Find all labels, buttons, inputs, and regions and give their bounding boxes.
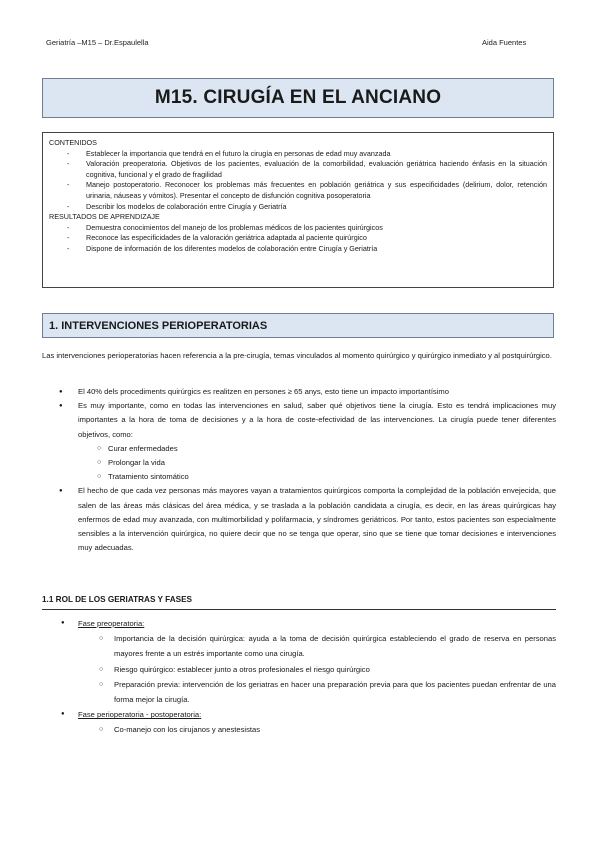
section-heading: 1. INTERVENCIONES PERIOPERATORIAS [49, 319, 268, 332]
phase-item: ○ Preparación previa: intervención de los geriatras en hacer una preparación previa para que los pacientes puedan enfrentar de una forma mejor la cirugía. [42, 677, 556, 707]
phase-item: ○ Importancia de la decisión quirúrgica: ayuda a la toma de decisión quirúrgica estableciendo el grado de reserva en personas mayores frente a un estrés importante como una cirugía. [42, 631, 556, 661]
results-heading: RESULTADOS DE APRENDIZAJE [49, 212, 160, 222]
phase-item: ○ Riesgo quirúrgico: establecer junto a otros profesionales el riesgo quirúrgico [42, 662, 556, 677]
phase-label: ● Fase preoperatoria: [42, 616, 556, 631]
contents-item: - Establecer la importancia que tendrá en el futuro la cirugía en personas de edad muy avanzada [49, 149, 547, 160]
title-box [42, 78, 554, 118]
bullet-item: ● El 40% dels procediments quirúrgics es realitzen en persones ≥ 65 anys, esto tiene un impacto importantísimo [42, 385, 556, 399]
objective-item: ○ Prolongar la vida [42, 456, 556, 470]
intro-paragraph: Las intervenciones perioperatorias hacen referencia a la pre-cirugía, temas vinculados al momento quirúrgico y quirúrgico inmediato y al postquirúrgico. [42, 351, 552, 360]
bullet-item: ● Es muy importante, como en todas las intervenciones en salud, saber qué objetivos tiene la cirugía. Esto es tendrá implicaciones muy importantes a la hora de toma de decisiones y a la hora de coste-efectividad de las intervenciones. La cirugía puede tener diferentes objetivos, como: [42, 399, 556, 442]
subsection-heading: 1.1 ROL DE LOS GERIATRAS Y FASES [42, 595, 556, 610]
contents-item: - Valoración preoperatoria. Objetivos de los pacientes, evaluación de la comorbilidad, evaluación geriátrica haciendo énfasis en la situación cognitiva, funcional y el grado de fragilidad [49, 159, 547, 180]
section-heading-box [42, 313, 554, 338]
results-item: - Reconoce las especificidades de la valoración geriátrica adaptada al paciente quirúrgico [49, 233, 547, 244]
bullet-item: ● El hecho de que cada vez personas más mayores vayan a tratamientos quirúrgicos comporta la complejidad de la población envejecida, que salen de las áreas más clásicas del área médica, y se traslada a la población candidata a cirugía, es decir, en las áreas quirúrgicas hay enfermos de edad muy avanzada, con multimorbilidad y polifarmacia, y síndromes geriátricos. Por tanto, estos pacientes son especialmente sensibles a la intervención quirúrgica, no quiere decir que no se tenga que operar, sino que se tiene que tomar decisiones e intervenciones muy adecuadas. [42, 484, 556, 555]
objective-item: ○ Curar enfermedades [42, 442, 556, 456]
phase-label: ● Fase perioperatoria - postoperatoria: [42, 707, 556, 722]
contents-heading: CONTENIDOS [49, 138, 97, 147]
phases-list [42, 616, 556, 738]
results-item: - Dispone de información de los diferentes modelos de colaboración entre Cirugía y Geriatría [49, 244, 547, 255]
header-course: Geriatría –M15 – Dr.Espaulella [46, 38, 149, 47]
page-title: M15. CIRUGÍA EN EL ANCIANO [154, 87, 442, 108]
header-author: Aida Fuentes [482, 38, 527, 47]
contents-item: - Describir los modelos de colaboración entre Cirugía y Geriatría [49, 202, 547, 213]
results-item: - Demuestra conocimientos del manejo de los problemas médicos de los pacientes quirúrgicos [49, 223, 547, 234]
objective-item: ○ Tratamiento sintomático [42, 470, 556, 484]
section1-bullets [42, 385, 556, 555]
contents-box [42, 132, 554, 288]
phase-item: ○ Co-manejo con los cirujanos y anestesistas [42, 722, 556, 737]
contents-item: - Manejo postoperatorio. Reconocer los problemas más frecuentes en población geriátrica y sus especificidades (delirium, dolor, retención urinaria, náuseas y vómitos). Presentar el concepto de disfunción cognitiva posoperatoria [49, 180, 547, 201]
